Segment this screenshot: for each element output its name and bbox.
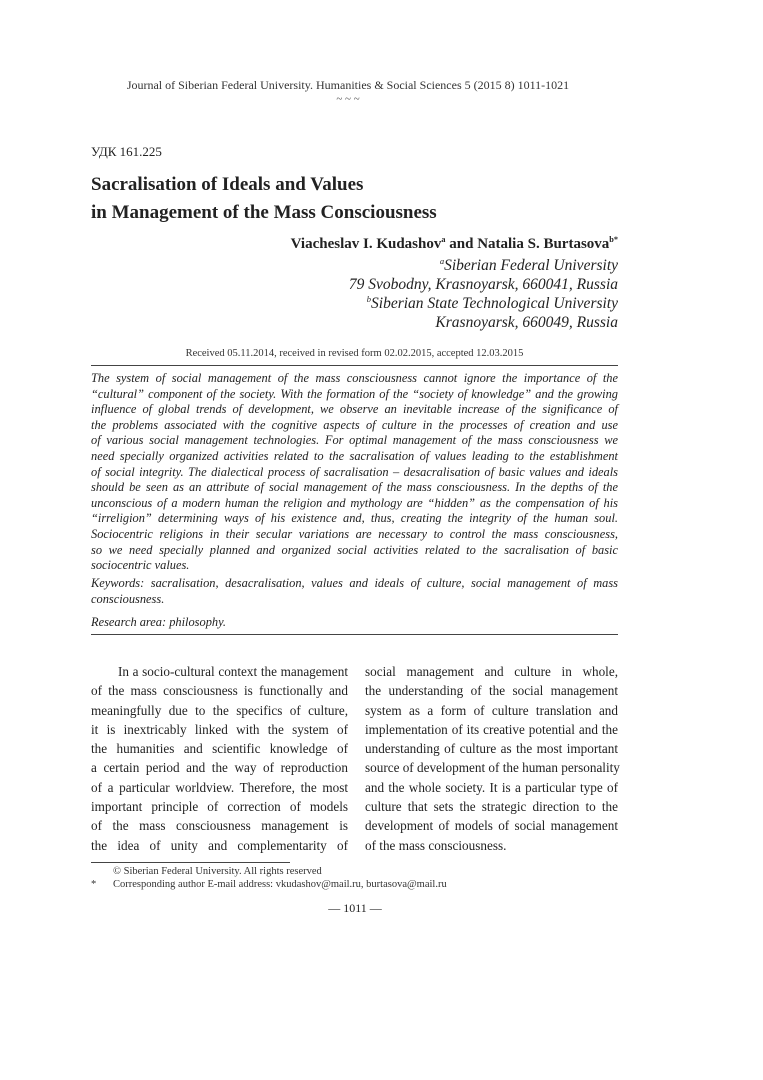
keywords bbox=[91, 576, 618, 607]
footnote-rule bbox=[91, 862, 290, 863]
text-line: the understanding of the social management bbox=[365, 683, 618, 699]
text-line: implementation of its creative potential and the bbox=[365, 721, 618, 737]
text-line: important principle of correction of models bbox=[91, 799, 348, 815]
text-line: source of development of the human personality bbox=[365, 760, 620, 776]
text-line: Sociocentric religions in their secular variations are necessary to control the mass consciousness, bbox=[91, 526, 618, 541]
footnote-corresponding bbox=[91, 879, 447, 890]
text-line: understanding of culture as the most important bbox=[365, 741, 618, 757]
affiliations bbox=[349, 256, 618, 332]
received-dates: Received 05.11.2014, received in revised form 02.02.2015, accepted 12.03.2015 bbox=[185, 348, 524, 359]
text-line: of the mass consciousness is functionally and bbox=[91, 683, 348, 699]
author-2: Natalia S. Burtasova bbox=[477, 236, 610, 252]
text-line: the problems associated with the cognitive aspects of culture in the processes of creation and use bbox=[91, 417, 618, 432]
text-line: influence of global trends of development, we observe an inevitable increase of the significance of bbox=[91, 402, 618, 417]
header-separator: ~ ~ ~ bbox=[336, 93, 360, 105]
divider-top bbox=[91, 365, 618, 366]
aff-a-address: 79 Svobodny, Krasnoyarsk, 660041, Russia bbox=[348, 276, 618, 293]
author-1: Viacheslav I. Kudashov bbox=[290, 236, 442, 252]
text-line: of various social management technologies. For optimal management of the mass consciousness we bbox=[91, 433, 618, 448]
authors bbox=[291, 236, 618, 253]
text-line: a certain period and the way of reproduction bbox=[91, 760, 348, 776]
text-line: of the mass consciousness. bbox=[365, 837, 507, 853]
research-area: Research area: philosophy. bbox=[91, 615, 227, 629]
aff-b-name: Siberian State Technological University bbox=[371, 295, 618, 312]
text-line: The system of social management of the mass consciousness cannot ignore the importance of the bbox=[91, 371, 618, 385]
text-line: unconscious of a modern human the religion and mythology are “hidden” as the compensation of his bbox=[91, 495, 618, 510]
text-line: it is inextricably linked with the system of bbox=[91, 721, 348, 737]
body-column-right bbox=[365, 662, 618, 855]
aff-a-name: Siberian Federal University bbox=[444, 257, 618, 274]
text-line: social management and culture in whole, bbox=[365, 664, 618, 679]
title-line-2: in Management of the Mass Consciousness bbox=[91, 202, 437, 223]
author-1-sup: a bbox=[441, 235, 446, 244]
text-line: of a particular worldview. Therefore, the most bbox=[91, 779, 348, 795]
text-line: Keywords: sacralisation, desacralisation, values and ideals of culture, social management of mass bbox=[91, 576, 618, 590]
text-line: of social integrity. The dialectical process of sacralisation – desacralisation of basic values and ideals bbox=[91, 464, 618, 479]
text-line: of the mass consciousness management is bbox=[91, 818, 348, 834]
text-line: culture that sets the strategic direction to the bbox=[365, 799, 618, 815]
title-line-1: Sacralisation of Ideals and Values bbox=[91, 174, 364, 195]
author-2-sup: b* bbox=[609, 235, 618, 244]
text-line: should be seen as an attribute of social management of the mass consciousness. In the depths of the bbox=[91, 480, 618, 495]
text-line: sociocentric values. bbox=[91, 558, 190, 573]
divider-bottom bbox=[91, 634, 618, 635]
footnote-email: Corresponding author E-mail address: vkudashov@mail.ru, burtasova@mail.ru bbox=[113, 879, 447, 890]
page-number: — 1011 — bbox=[328, 901, 382, 915]
text-line: the idea of unity and complementarity of bbox=[91, 837, 348, 853]
abstract bbox=[91, 371, 618, 574]
aff-a-sup: a bbox=[439, 255, 445, 266]
text-line: “cultural” component of the society. With the formation of the “society of knowledge” and the growing bbox=[91, 386, 618, 401]
footnote-copyright: © Siberian Federal University. All rights reserved bbox=[113, 866, 322, 877]
article-title bbox=[91, 171, 437, 227]
journal-header: Journal of Siberian Federal University. Humanities & Social Sciences 5 (2015 8) 1011-1021 bbox=[126, 78, 570, 92]
text-line: meaningfully due to the specifics of culture, bbox=[91, 702, 348, 718]
text-line: In a socio-cultural context the management bbox=[118, 664, 348, 679]
text-line: need specially organized activities related to the sacralisation of values leading to the establishment bbox=[91, 448, 618, 463]
text-line: development of models of social management bbox=[365, 818, 618, 834]
text-line: “irreligion” determining ways of his existence and, thus, creating the integrity of the human soul. bbox=[91, 511, 618, 526]
authors-and: and bbox=[445, 236, 478, 252]
body-column-left bbox=[91, 662, 348, 855]
aff-b-sup: b bbox=[366, 293, 372, 304]
aff-b-address: Krasnoyarsk, 660049, Russia bbox=[435, 314, 618, 331]
text-line: consciousness. bbox=[91, 591, 165, 606]
footnote-marker: * bbox=[91, 879, 97, 890]
udk-code: УДК 161.225 bbox=[91, 144, 162, 159]
text-line: system as a form of culture translation and bbox=[365, 702, 618, 718]
text-line: the humanities and scientific knowledge of bbox=[91, 741, 348, 757]
text-line: so we need specially planned and organized social activities related to the sacralisation of basic bbox=[91, 542, 618, 557]
text-line: and the whole society. It is a particular type of bbox=[365, 779, 618, 795]
